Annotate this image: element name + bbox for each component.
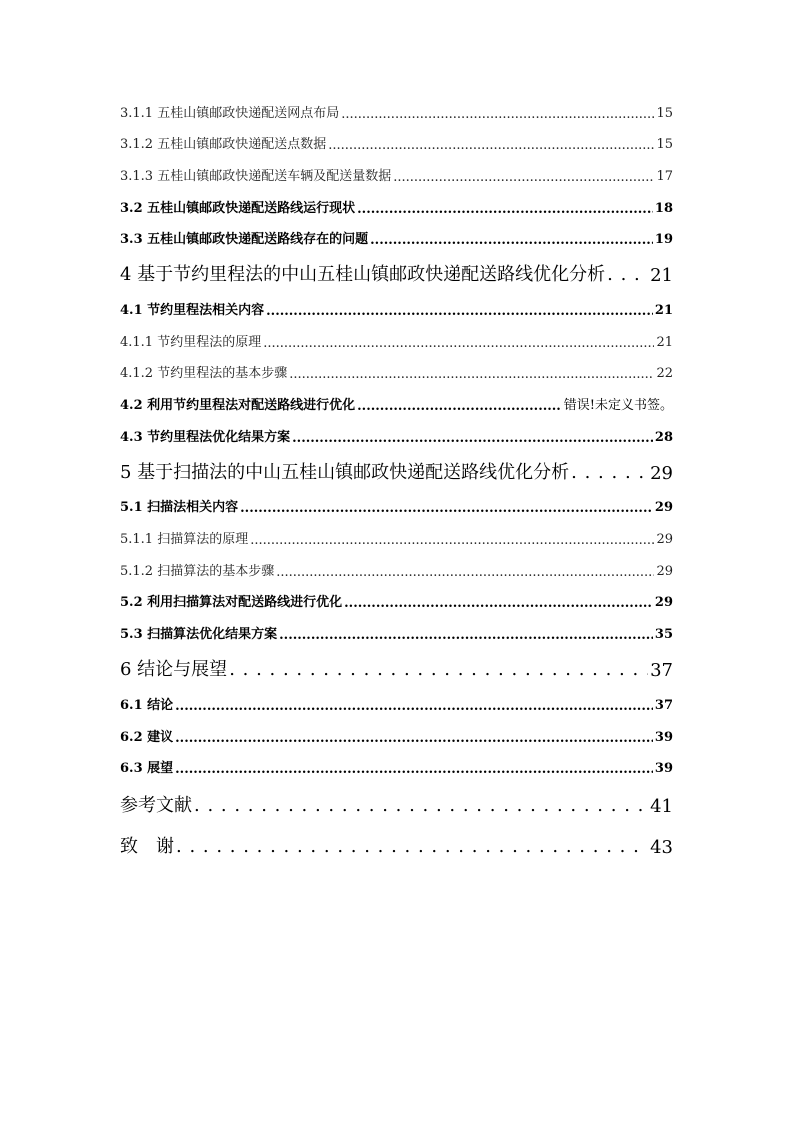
toc-entry-5-1-1[interactable]	[120, 528, 673, 547]
toc-entry-title: 6 结论与展望	[120, 659, 228, 680]
toc-entry-title: 4 基于节约里程法的中山五桂山镇邮政快递配送路线优化分析	[120, 264, 606, 285]
toc-entry-page: 37	[650, 660, 673, 681]
toc-entry-title: 3.3 五桂山镇邮政快递配送路线存在的问题	[120, 232, 369, 247]
toc-entry-chapter-4[interactable]	[120, 260, 673, 286]
toc-entry-6-2[interactable]	[120, 726, 673, 745]
toc-entry-3-2[interactable]	[120, 197, 673, 216]
toc-entry-page: 21	[650, 265, 673, 286]
toc-entry-page: 28	[654, 430, 673, 445]
toc-entry-3-1-2[interactable]	[120, 133, 673, 152]
dot-leader	[276, 563, 654, 576]
toc-entry-4-2[interactable]	[120, 394, 673, 413]
toc-entry-title: 5.1 扫描法相关内容	[120, 500, 239, 515]
dot-leader	[341, 105, 654, 118]
toc-entry-6-3[interactable]	[120, 757, 673, 776]
toc-entry-page: 29	[654, 595, 673, 610]
dot-leader	[240, 499, 653, 512]
toc-entry-title: 4.1.1 节约里程法的原理	[120, 335, 262, 350]
toc-entry-title: 致 谢	[120, 836, 174, 857]
toc-entry-4-3[interactable]	[120, 426, 673, 445]
dot-leader	[357, 397, 562, 410]
toc-entry-acknowledgements[interactable]	[120, 832, 673, 858]
toc-entry-title: 4.2 利用节约里程法对配送路线进行优化	[120, 398, 356, 413]
dot-leader	[370, 231, 653, 244]
toc-entry-4-1[interactable]	[120, 299, 673, 318]
toc-entry-page: 39	[654, 761, 673, 776]
dot-leader	[289, 365, 654, 378]
toc-entry-title: 5.1.1 扫描算法的原理	[120, 532, 249, 547]
toc-entry-title: 3.1.1 五桂山镇邮政快递配送网点布局	[120, 106, 340, 121]
toc-entry-title: 4.3 节约里程法优化结果方案	[120, 430, 291, 445]
toc-entry-title: 4.1 节约里程法相关内容	[120, 303, 265, 318]
dot-leader	[344, 594, 653, 607]
dot-leader	[176, 837, 648, 855]
toc-entry-page: 37	[654, 698, 673, 713]
toc-entry-5-3[interactable]	[120, 623, 673, 642]
toc-entry-chapter-6[interactable]	[120, 655, 673, 681]
toc-entry-title: 3.1.2 五桂山镇邮政快递配送点数据	[120, 137, 327, 152]
toc-entry-chapter-5[interactable]	[120, 458, 673, 484]
dot-leader	[175, 760, 653, 773]
toc-entry-title: 5.3 扫描算法优化结果方案	[120, 627, 278, 642]
toc-entry-page: 29	[656, 564, 673, 579]
toc-entry-5-2[interactable]	[120, 591, 673, 610]
dot-leader	[292, 429, 653, 442]
dot-leader	[175, 697, 653, 710]
dot-leader	[250, 531, 654, 544]
dot-leader	[229, 660, 648, 678]
dot-leader	[279, 626, 653, 639]
dot-leader	[393, 168, 654, 181]
toc-entry-page: 15	[656, 137, 673, 152]
dot-leader	[175, 729, 653, 742]
dot-leader	[328, 136, 654, 149]
toc-entry-page: 39	[654, 730, 673, 745]
toc-entry-page: 21	[656, 335, 673, 350]
toc-entry-title: 6.3 展望	[120, 761, 174, 776]
dot-leader	[263, 334, 654, 347]
toc-entry-page: 19	[654, 232, 673, 247]
toc-entry-6-1[interactable]	[120, 694, 673, 713]
toc-entry-title: 6.2 建议	[120, 730, 174, 745]
bookmark-error-text: 错误!未定义书签。	[563, 398, 673, 413]
toc-entry-title: 5 基于扫描法的中山五桂山镇邮政快递配送路线优化分析	[120, 462, 570, 483]
dot-leader	[357, 200, 653, 213]
toc-entry-5-1[interactable]	[120, 496, 673, 515]
toc-entry-4-1-2[interactable]	[120, 362, 673, 381]
dot-leader	[266, 302, 653, 315]
toc-entry-title: 参考文献	[120, 795, 192, 816]
toc-entry-4-1-1[interactable]	[120, 331, 673, 350]
toc-entry-title: 3.1.3 五桂山镇邮政快递配送车辆及配送量数据	[120, 169, 392, 184]
toc-entry-page: 18	[654, 201, 673, 216]
toc-entry-3-1-3[interactable]	[120, 165, 673, 184]
toc-entry-page: 15	[656, 106, 673, 121]
toc-entry-page: 21	[654, 303, 673, 318]
dot-leader	[607, 265, 648, 283]
toc-entry-title: 5.2 利用扫描算法对配送路线进行优化	[120, 595, 343, 610]
toc-entry-page: 29	[654, 500, 673, 515]
toc-entry-page: 17	[656, 169, 673, 184]
toc-entry-title: 5.1.2 扫描算法的基本步骤	[120, 564, 275, 579]
toc-entry-page: 43	[650, 837, 673, 858]
toc-entry-3-3[interactable]	[120, 228, 673, 247]
toc-entry-title: 6.1 结论	[120, 698, 174, 713]
toc-entry-title: 4.1.2 节约里程法的基本步骤	[120, 366, 288, 381]
dot-leader	[571, 463, 648, 481]
toc-entry-page: 41	[650, 796, 673, 817]
toc-entry-page: 35	[654, 627, 673, 642]
dot-leader	[194, 796, 648, 814]
toc-entry-page: 22	[656, 366, 673, 381]
toc-entry-5-1-2[interactable]	[120, 560, 673, 579]
toc-entry-page: 29	[650, 463, 673, 484]
toc-entry-title: 3.2 五桂山镇邮政快递配送路线运行现状	[120, 201, 356, 216]
toc-entry-3-1-1[interactable]	[120, 102, 673, 121]
toc-entry-references[interactable]	[120, 791, 673, 817]
toc-entry-page: 29	[656, 532, 673, 547]
